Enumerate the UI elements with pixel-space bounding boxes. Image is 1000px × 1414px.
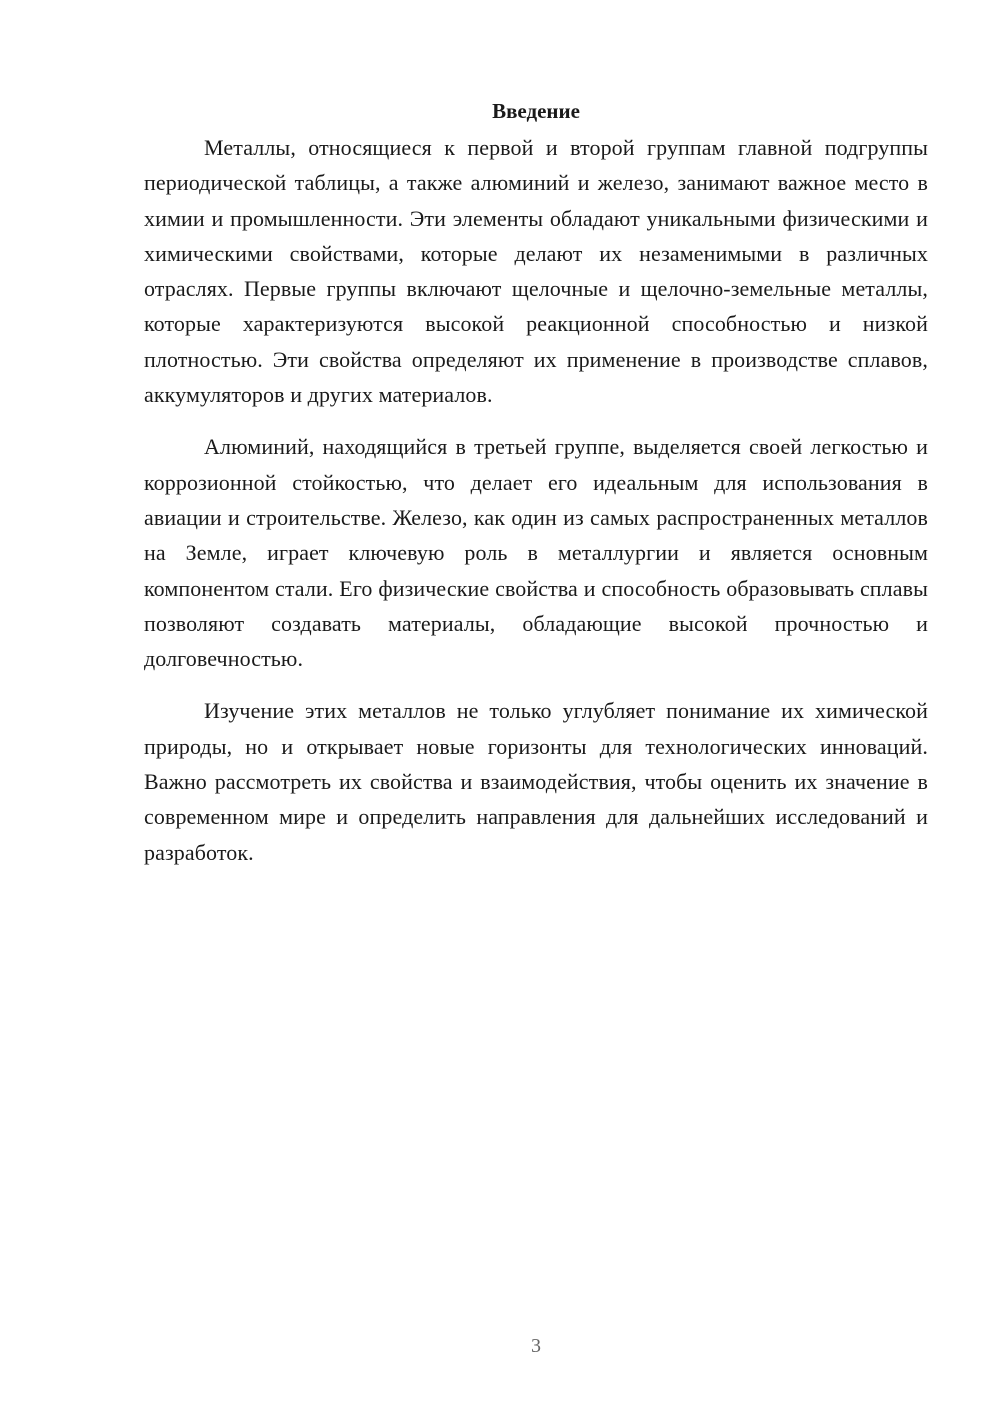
section-heading: Введение (492, 99, 580, 123)
paragraph-1: Металлы, относящиеся к первой и второй группам главной подгруппы периодической таблицы, а также алюминий и железо, занимают важное место в химии и промышленности. Эти элементы обладают уникальными физическими и химическими свойствами, которые делают их незаменимыми в различных отраслях. Первые группы включают щелочные и щелочно-земельные металлы, которые характеризуются высокой реакционной способностью и низкой плотностью. Эти свойства определяют их применение в производстве сплавов, аккумуляторов и других материалов. (144, 135, 928, 408)
page-number: 3 (531, 1335, 541, 1357)
page-content (144, 96, 928, 870)
paragraph-2: Алюминий, находящийся в третьей группе, выделяется своей легкостью и коррозионной стойкостью, что делает его идеальным для использования в авиации и строительстве. Железо, как один из самых распространенных металлов на Земле, играет ключевую роль в металлургии и является основным компонентом стали. Его физические свойства и способность образовывать сплавы позволяют создавать материалы, обладающие высокой прочностью и долговечностью. (144, 434, 928, 672)
paragraph-3: Изучение этих металлов не только углубляет понимание их химической природы, но и открывает новые горизонты для технологических инноваций. Важно рассмотреть их свойства и взаимодействия, чтобы оценить их значение в современном мире и определить направления для дальнейших исследований и разработок. (144, 698, 928, 865)
